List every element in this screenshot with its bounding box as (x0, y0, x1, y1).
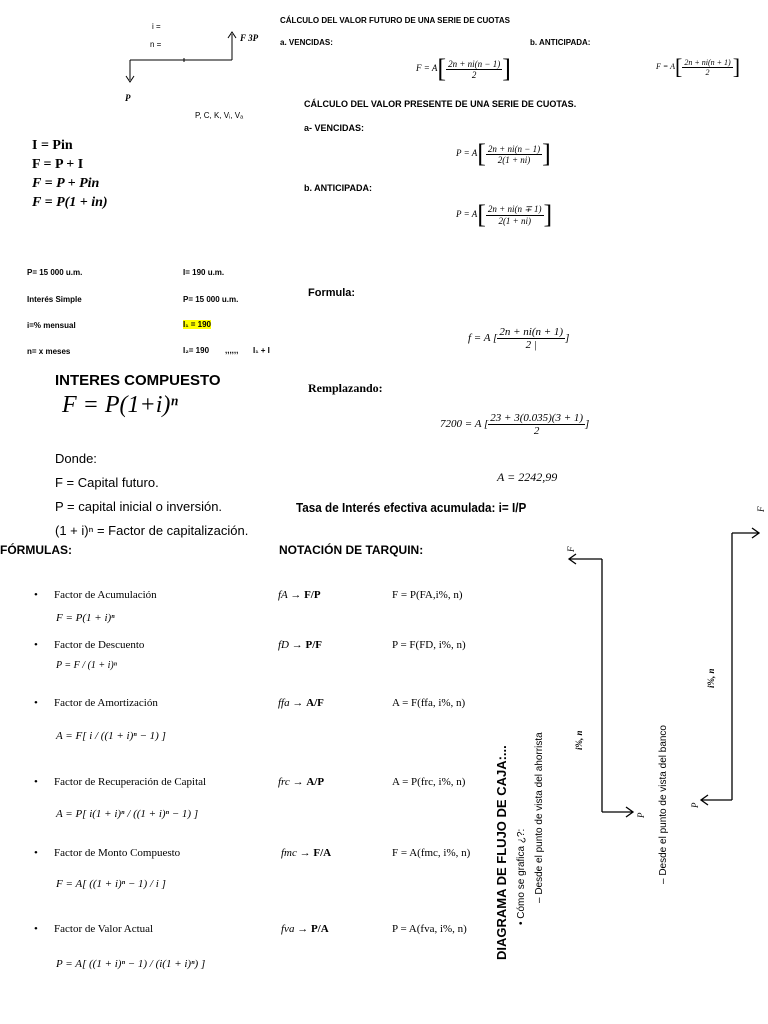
remplazando-formula: 7200 = A [ $\frac{23 + 3(0.035)(3 + 1)}{2}$ ] (440, 412, 590, 437)
factor-notation-2: P = F(FD, i%, n) (392, 639, 466, 651)
cashflow-title: DIAGRAMA DE FLUJO DE CAJA:... (494, 745, 509, 960)
fv-vencidas-label: a. VENCIDAS: (280, 38, 333, 47)
fv-anticipada-label: b. ANTICIPADA: (530, 38, 591, 47)
diagram-f-label: F 3P (240, 33, 259, 43)
compound-donde: Donde: (55, 451, 97, 466)
ahorrista-in-label: i%, n (574, 730, 584, 750)
compound-title: INTERES COMPUESTO (55, 372, 221, 389)
factor-notation-1: F = P(FA,i%, n) (392, 589, 463, 601)
result-value: A = 2242,99 (497, 470, 558, 484)
formula-example: f = A [ $\frac{2n + ni(n + 1)}{2 |}$ ] (468, 326, 570, 351)
banco-in-label: i%, n (706, 668, 716, 688)
notation-header: NOTACIÓN DE TARQUIN: (279, 543, 424, 557)
factor-code-4: frc → A/P (278, 776, 325, 788)
factor-code-2: fD → P/F (278, 639, 322, 651)
simple-interest-formulas (32, 136, 108, 212)
factor-notation-4: A = P(frc, i%, n) (392, 776, 466, 788)
factor-name-1: • Factor de Acumulación (54, 589, 157, 601)
factor-notation-5: F = A(fmc, i%, n) (392, 847, 471, 859)
example-left-1: P= 15 000 u.m. (27, 268, 83, 277)
remplazando-label: Remplazando: (308, 381, 383, 395)
tasa-efectiva: Tasa de Interés efectiva acumulada: i= I/P (296, 500, 527, 515)
example-right-4b: ,,,,,, (225, 346, 239, 355)
example-left-3: i=% mensual (27, 321, 76, 330)
formulas-header: FÓRMULAS: (0, 543, 72, 557)
cashflow-question: • Cómo se grafica ¿?: (516, 828, 527, 925)
cashflow-arrows (560, 525, 760, 825)
example-right-4c: I₁ + I (253, 346, 270, 355)
compound-line-2: P = capital inicial o inversión. (55, 499, 223, 514)
pv-series-title: CÁLCULO DEL VALOR PRESENTE DE UNA SERIE DE CUOTAS. (304, 99, 577, 109)
ahorrista-p-label: P (636, 812, 646, 818)
example-right-1: I= 190 u.m. (183, 268, 225, 277)
diagram-n-label: n = (150, 40, 162, 49)
banco-p-label: P (690, 802, 700, 808)
cashflow-banco: – Desde el punto de vista del banco (658, 725, 669, 884)
factor-formula-2: P = F / (1 + i)ⁿ (56, 660, 117, 671)
factor-formula-3: A = F[ i / ((1 + i)ⁿ − 1) ] (56, 730, 166, 742)
factor-name-5: • Factor de Monto Compuesto (54, 847, 180, 859)
fv-anticipada-formula: F = A[ $\frac{2n + ni(n + 1)}{2}$ ] (656, 54, 741, 79)
pv-anticipada-formula: P = A[ $\frac{2n + ni(n \mp 1)}{2(1 + ni)}$ ] (456, 200, 553, 229)
factor-name-2: • Factor de Descuento (54, 639, 144, 651)
factor-code-6: fva → P/A (281, 923, 329, 935)
factor-notation-3: A = F(ffa, i%, n) (392, 697, 466, 709)
factor-formula-6: P = A[ ((1 + i)ⁿ − 1) / (i(1 + i)ⁿ) ] (56, 958, 206, 970)
compound-line-1: F = Capital futuro. (55, 475, 159, 490)
cashflow-ahorrista: – Desde el punto de vista del ahorrista (534, 732, 545, 903)
factor-formula-1: F = P(1 + i)ⁿ (56, 612, 115, 624)
diagram-p-label: P (125, 93, 131, 103)
ahorrista-f-label: F (566, 546, 576, 552)
fv-vencidas-formula: F = A[ $\frac{2n + ni(n - 1)}{2}$ ] (416, 54, 511, 83)
timeline-diagram (120, 28, 250, 88)
pv-vencidas-formula: P = A[ $\frac{2n + ni(n - 1)}{2(1 + ni)}$ ] (456, 139, 551, 168)
fv-series-title: CÁLCULO DEL VALOR FUTURO DE UNA SERIE DE CUOTAS (280, 16, 510, 25)
factor-name-3: • Factor de Amortización (54, 697, 158, 709)
factor-code-5: fmc → F/A (281, 847, 332, 859)
formula-label: Formula: (308, 287, 356, 299)
example-left-2: Interés Simple (27, 295, 82, 304)
example-right-4a: I₂= 190 (183, 346, 210, 355)
factor-notation-6: P = A(fva, i%, n) (392, 923, 467, 935)
compound-line-3: (1 + i)ⁿ = Factor de capitalización. (55, 523, 249, 538)
factor-formula-4: A = P[ i(1 + i)ⁿ / ((1 + i)ⁿ − 1) ] (56, 808, 199, 820)
simple-formula-3: F = P + Pin (32, 176, 100, 191)
factor-name-4: • Factor de Recuperación de Capital (54, 776, 206, 788)
pv-anticipada-label: b. ANTICIPADA: (304, 183, 372, 193)
diagram-vars-label: P, C, K, Vᵢ, Vₐ (195, 111, 244, 120)
simple-formula-4: F = P(1 + in) (32, 195, 108, 210)
banco-f-label: F (756, 506, 766, 512)
factor-code-3: ffa → A/F (278, 697, 324, 709)
simple-formula-2: F = P + I (32, 157, 84, 172)
simple-formula-1: I = Pin (32, 138, 73, 153)
example-left-4: n= x meses (27, 347, 71, 356)
factor-code-1: fA → F/P (278, 589, 321, 601)
compound-formula: F = P(1+i)ⁿ (62, 392, 178, 418)
example-right-3: I₁ = 190 (183, 320, 211, 329)
diagram-i-label: i = (152, 22, 161, 31)
pv-vencidas-label: a- VENCIDAS: (304, 123, 365, 133)
factor-formula-5: F = A[ ((1 + i)ⁿ − 1) / i ] (56, 878, 166, 890)
example-right-2: P= 15 000 u.m. (183, 295, 239, 304)
factor-name-6: • Factor de Valor Actual (54, 923, 153, 935)
